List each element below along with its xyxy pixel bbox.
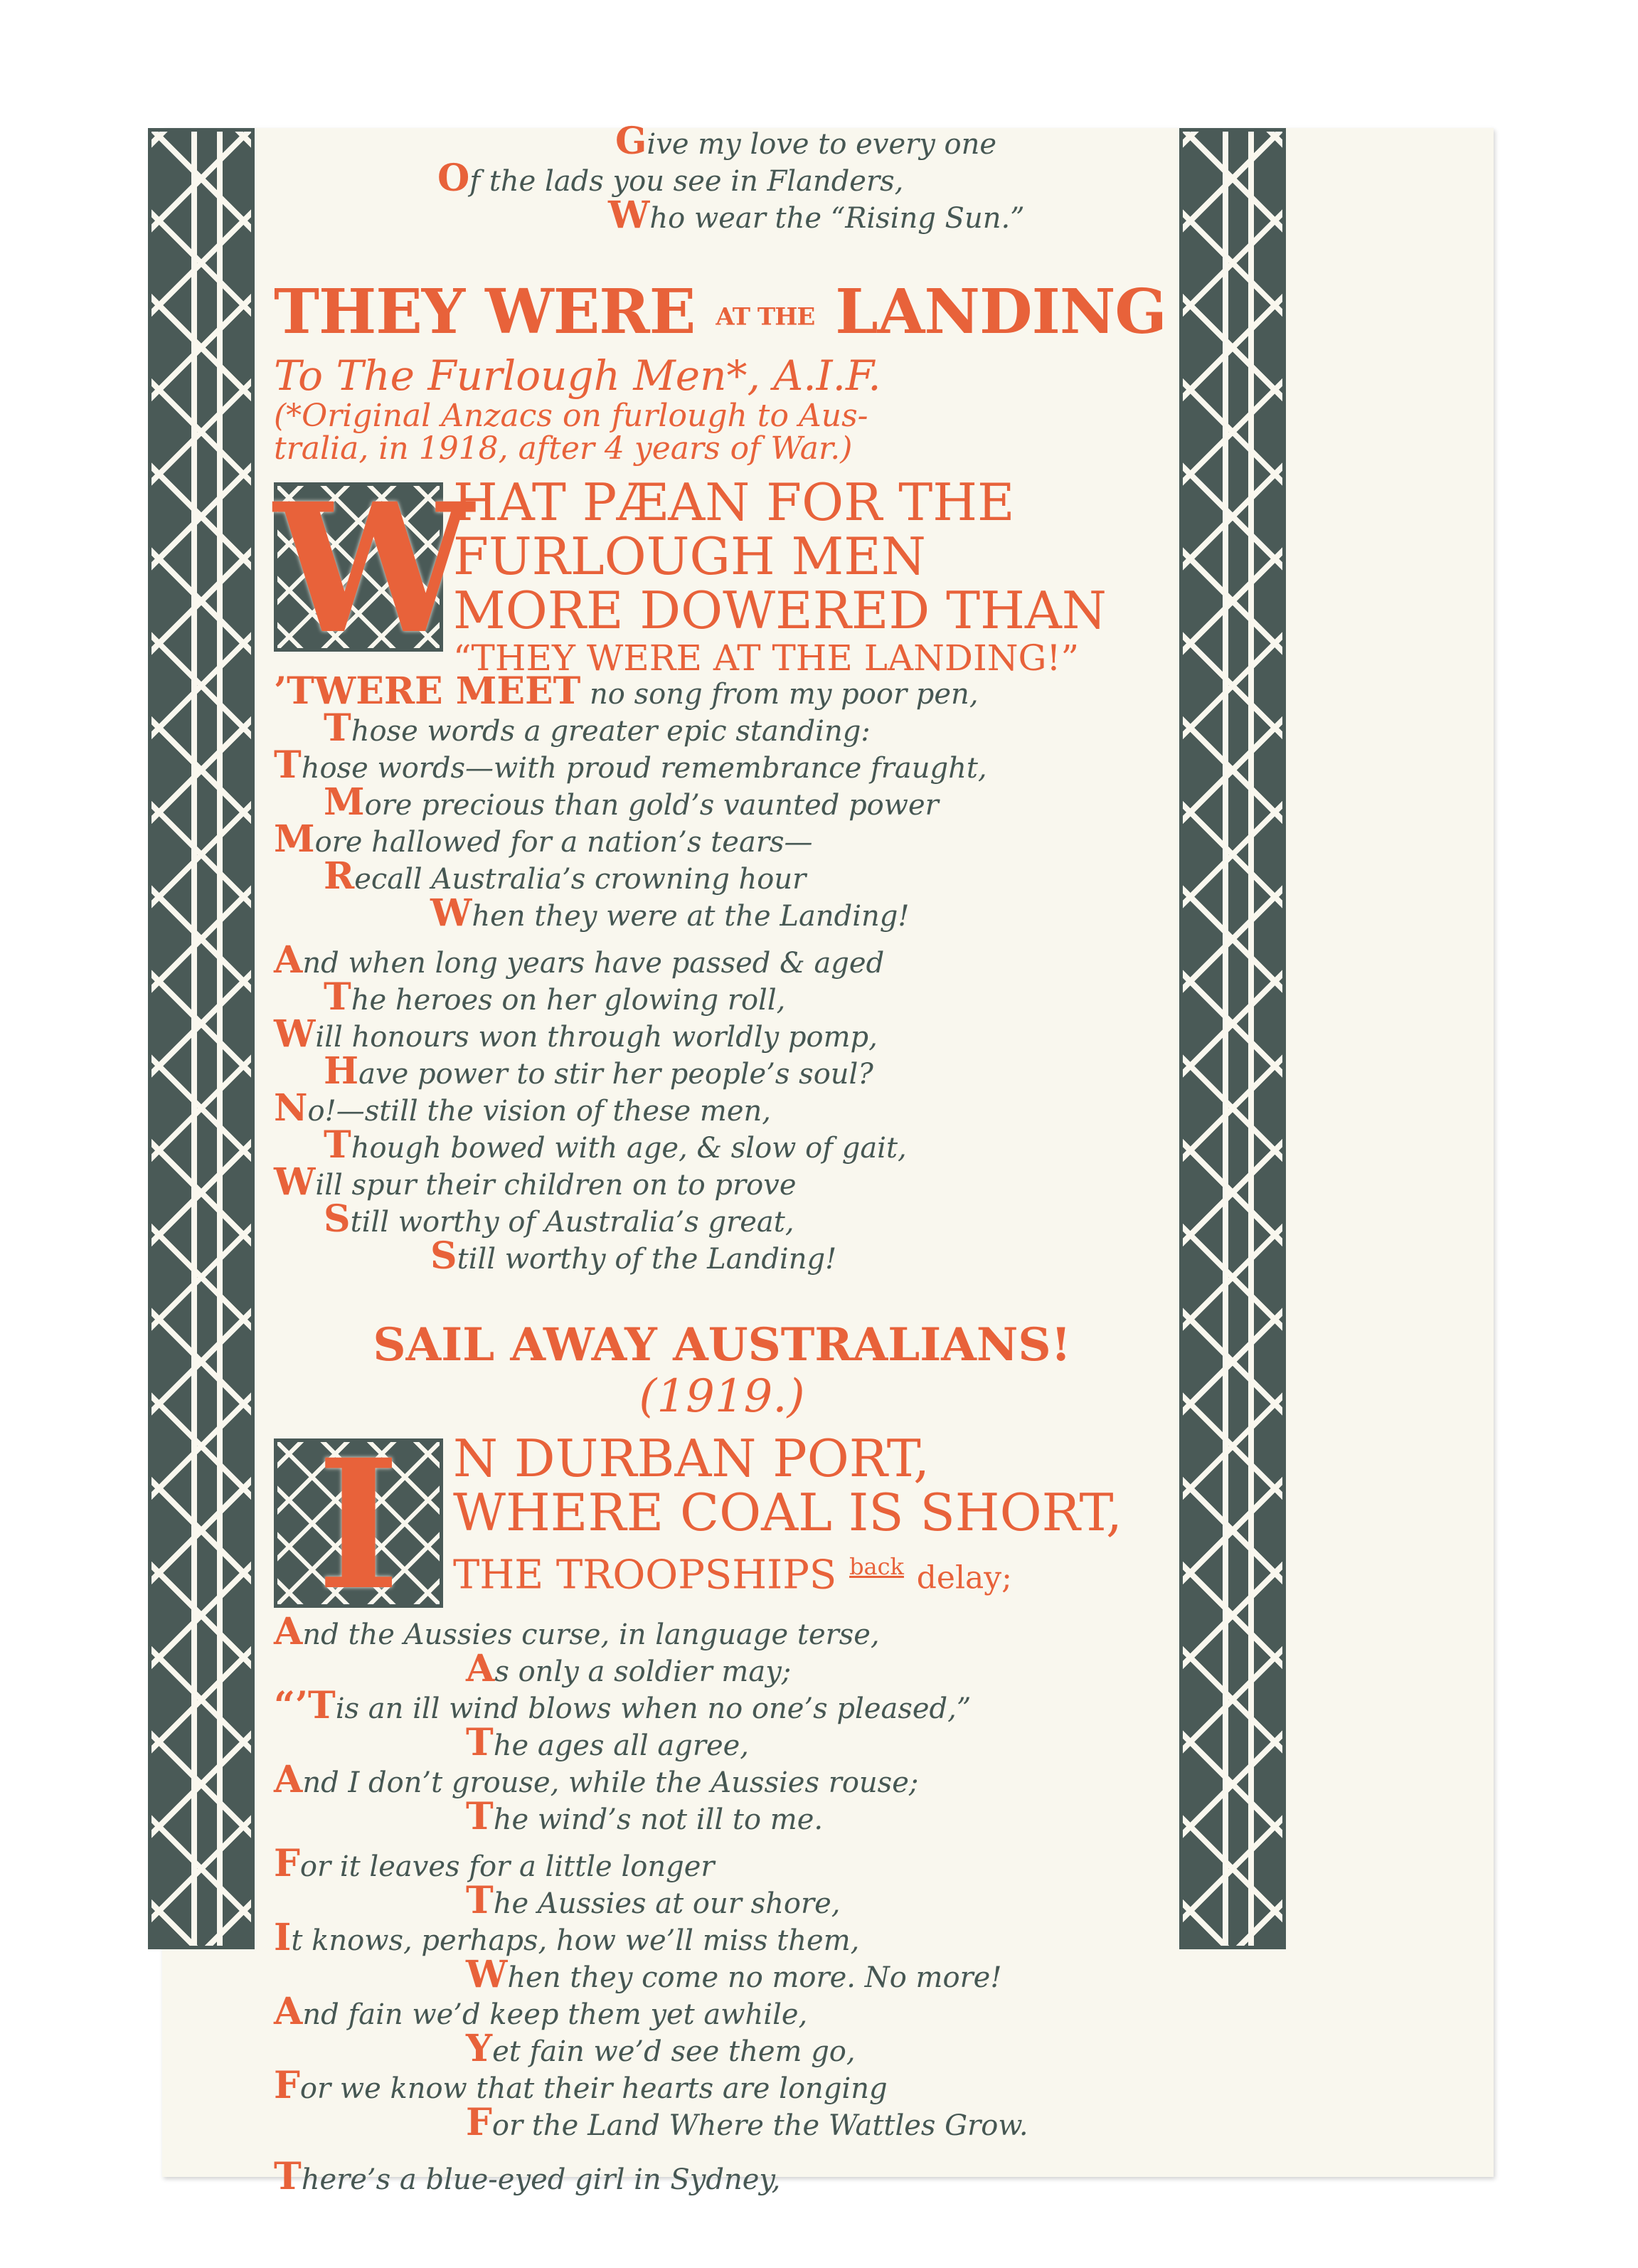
verse-text: o!—still the vision of these men, [307,1094,771,1128]
verse-text: hose words a greater epic standing: [351,714,871,748]
verse-line [274,1794,1170,1838]
page-content [274,120,1170,2198]
verse-text: he ages all agree, [493,1729,749,1762]
poem1 [274,278,1170,1276]
verse-capital: F [466,2100,492,2144]
verse-capital: W [274,1160,316,1204]
intro-verse [274,120,1170,237]
poem1-title: THEY WERE AT THE LANDING [274,276,1166,348]
poem2-opening-line: WHERE COAL IS SHORT, [453,1482,1122,1542]
poem1-opening-line: HAT PÆAN FOR THE [453,472,1015,532]
verse-line [274,743,1170,787]
poem1-note-line-1: (*Original Anzacs on furlough to Aus- [274,397,868,434]
verse-text: ill honours won through worldly pomp, [315,1020,878,1054]
verse-text: nd the Aussies curse, in language terse, [302,1618,880,1651]
verse-capital: T [324,706,351,750]
struck-word: back [849,1552,904,1580]
verse-capital: ’TWERE MEET [274,669,581,713]
verse-capital: W [430,891,472,935]
verse-line [274,938,1170,982]
verse-capital: T [466,1720,494,1764]
verse-line [274,2100,1170,2144]
verse-text: till worthy of the Landing! [457,1242,837,1276]
verse-line [274,1012,1170,1056]
verse-line [274,120,1170,163]
verse-text: hen they come no more. No more! [507,1961,1002,1994]
verse-capital: W [274,1012,316,1056]
poem2 [274,1319,1170,2197]
verse-text: ore hallowed for a nation’s tears— [314,825,813,859]
verse-line [274,1952,1170,1996]
verse-text: s only a soldier may; [494,1655,792,1688]
celtic-border-right [1179,128,1286,1949]
verse-line [274,1878,1170,1922]
verse-text: or it leaves for a little longer [299,1850,715,1883]
verse-line [274,891,1170,935]
verse-capital: A [274,1989,303,2033]
poem1-note-line-2: tralia, in 1918, after 4 years of War.) [274,430,853,467]
verse-line [274,975,1170,1019]
verse-line [274,1234,1170,1278]
verse-text: et fain we’d see them go, [492,2035,856,2068]
verse-text: nd when long years have passed & aged [302,946,885,980]
verse-capital: F [274,1841,300,1885]
verse-text: ore precious than gold’s vaunted power [364,788,939,822]
verse-capital: “’T [274,1683,336,1727]
poem1-opening-line: MORE DOWERED THAN [453,580,1107,640]
verse-text: or the Land Where the Wattles Grow. [491,2109,1028,2142]
verse-line [274,1086,1170,1130]
verse-line [274,2026,1170,2070]
verse-capital: O [437,157,470,200]
verse-line [274,1915,1170,1959]
verse-capital: T [274,2154,302,2198]
verse-text: is an ill wind blows when no one’s pleased,” [335,1692,972,1725]
verse-line [274,854,1170,898]
poem2-initial-block [274,1419,1170,1629]
verse-text: he Aussies at our shore, [493,1887,841,1920]
verse-capital: S [430,1234,457,1278]
poem2-stanza-1 [274,1609,1170,1838]
verse-capital: F [274,2063,300,2107]
verse-line [274,2154,1170,2198]
verse-text: ive my love to every one [647,128,997,161]
verse-capital: T [324,1123,351,1167]
verse-capital: T [466,1878,494,1922]
verse-capital: N [274,1086,308,1130]
verse-capital: R [324,854,355,898]
verse-line [274,2063,1170,2107]
poem1-initial-block [274,463,1170,679]
verse-line [274,157,1170,200]
verse-line [274,1757,1170,1801]
verse-line [274,1720,1170,1764]
poem2-year: (1919.) [639,1369,805,1423]
verse-text: hose words—with proud remembrance fraught, [301,751,987,785]
verse-text: f the lads you see in Flanders, [469,165,904,198]
illuminated-initial-i: I [317,1419,400,1629]
poem2-opening-line: THE TROOPSHIPS $^{back}$ delay; [453,1552,1012,1599]
poem2-stanza-2 [274,1841,1170,2144]
verse-text: hen they were at the Landing! [472,899,910,933]
verse-line [274,706,1170,750]
verse-text: ave power to stir her people’s soul? [358,1057,873,1091]
verse-capital: T [466,1794,494,1838]
verse-capital: M [274,817,315,861]
verse-line [274,1841,1170,1885]
verse-capital: A [466,1646,495,1690]
verse-text: t knows, perhaps, how we’ll miss them, [291,1924,860,1957]
verse-capital: A [274,1757,303,1801]
verse-capital: G [615,120,647,163]
verse-text: ecall Australia’s crowning hour [354,862,807,896]
verse-line [274,1989,1170,2033]
verse-line [274,669,1170,713]
verse-text: he wind’s not ill to me. [493,1803,824,1836]
verse-text: ho wear the “Rising Sun.” [649,202,1025,235]
poem2-last-line [274,2154,1170,2198]
verse-capital: T [274,743,302,787]
verse-text: hough bowed with age, & slow of gait, [351,1131,907,1165]
celtic-border-left [148,128,255,1949]
poem2-opening-line: N DURBAN PORT, [453,1428,930,1488]
verse-capital: T [324,975,351,1019]
verse-line [274,780,1170,824]
verse-line [274,1197,1170,1241]
verse-capital: A [274,938,303,982]
verse-capital: Y [466,2026,493,2070]
poem1-dedication: To The Furlough Men*, A.I.F. [274,351,881,400]
verse-line [274,194,1170,237]
verse-line [274,1646,1170,1690]
verse-line [274,1049,1170,1093]
verse-capital: S [324,1197,351,1241]
verse-line [274,817,1170,861]
poem1-opening-line: FURLOUGH MEN [453,526,926,586]
verse-line [274,1123,1170,1167]
verse-line [274,1160,1170,1204]
verse-text: nd fain we’d keep them yet awhile, [302,1998,808,2031]
poem1-stanza-2 [274,938,1170,1278]
poem1-opening-line: “THEY WERE AT THE LANDING!” [453,637,1080,679]
verse-text: no song from my poor pen, [580,677,979,711]
verse-capital: H [324,1049,359,1093]
verse-capital: A [274,1609,303,1653]
verse-text: or we know that their hearts are longing [299,2072,888,2105]
poem1-stanza-1 [274,669,1170,935]
verse-text: ill spur their children on to prove [315,1168,797,1202]
last-word: delay; [916,1559,1012,1596]
verse-capital: M [324,780,365,824]
verse-capital: W [608,194,650,237]
verse-capital: I [274,1915,292,1959]
verse-text: he heroes on her glowing roll, [351,983,786,1017]
illuminated-initial-w: W [274,463,474,673]
verse-line [274,1683,1170,1727]
verse-text: till worthy of Australia’s great, [350,1205,794,1239]
verse-text: here’s a blue-eyed girl in Sydney, [301,2163,781,2196]
verse-text: nd I don’t grouse, while the Aussies rouse; [302,1766,919,1799]
verse-capital: W [466,1952,508,1996]
poem2-title: SAIL AWAY AUSTRALIANS! [373,1318,1071,1372]
